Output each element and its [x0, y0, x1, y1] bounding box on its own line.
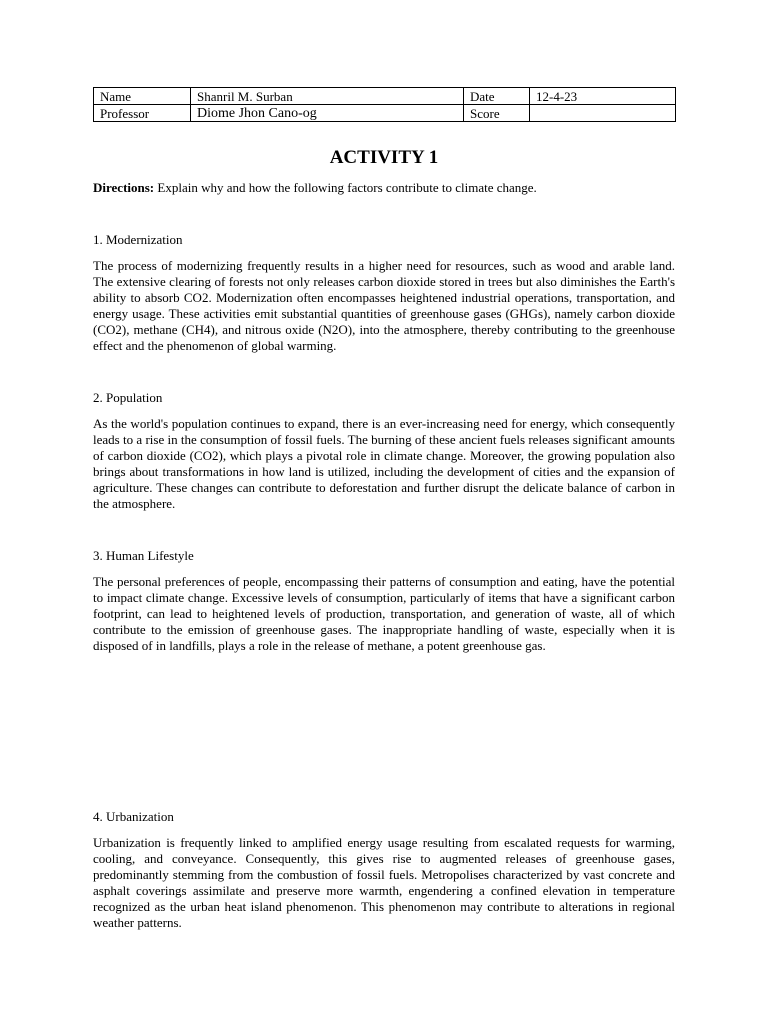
- section-text-human-lifestyle: The personal preferences of people, encompassing their patterns of consumption and eating, have the potential to impact climate change. Excessive levels of consumption, particularly of items that have a significant carbon footprint, can lead to heightened levels of production, transportation, and generation of waste, all of which contribute to the emission of greenhouse gases. The inappropriate handling of waste, especially when it is disposed of in landfills, plays a role in the release of methane, a potent greenhouse gas.: [93, 574, 675, 653]
- date-value: 12-4-23: [530, 88, 676, 105]
- professor-value: Diome Jhon Cano-og: [191, 105, 464, 122]
- name-value: Shanril M. Surban: [191, 88, 464, 105]
- name-label: Name: [94, 88, 191, 105]
- section-heading-modernization: 1. Modernization: [93, 232, 183, 247]
- section-heading-human-lifestyle: 3. Human Lifestyle: [93, 548, 194, 563]
- section-text-urbanization: Urbanization is frequently linked to amplified energy usage resulting from escalated requests for warming, cooling, and conveyance. Consequently, this gives rise to augmented releases of greenhouse gases, predominantly stemming from the combustion of fossil fuels. Metropolises characterized by vast concrete and asphalt coverings assimilate and preserve more warmth, engendering a confined elevation in temperature recognized as the urban heat island phenomenon. This phenomenon may contribute to alterations in regional weather patterns.: [93, 835, 675, 930]
- directions-label: Directions:: [93, 180, 155, 195]
- professor-label: Professor: [94, 105, 191, 122]
- info-row-professor-score: [94, 105, 676, 122]
- section-text-modernization: The process of modernizing frequently results in a higher need for resources, such as wood and arable land. The extensive clearing of forests not only releases carbon dioxide stored in trees but also diminishes the Earth's ability to absorb CO2. Modernization often encompasses heightened industrial operations, transportation, and energy usage. These activities emit substantial quantities of greenhouse gases (GHGs), namely carbon dioxide (CO2), methane (CH4), and nitrous oxide (N2O), into the atmosphere, thereby contributing to the greenhouse effect and the phenomenon of global warming.: [93, 258, 675, 353]
- section-text-population: As the world's population continues to expand, there is an ever-increasing need for energy, which consequently leads to a rise in the consumption of fossil fuels. The burning of these ancient fuels releases significant amounts of carbon dioxide (CO2), which plays a pivotal role in climate change. Moreover, the growing population also brings about transformations in how land is utilized, including the development of cities and the expansion of agriculture. These changes can contribute to deforestation and further disrupt the delicate balance of carbon in the atmosphere.: [93, 416, 675, 511]
- directions-text: Explain why and how the following factors contribute to climate change.: [154, 180, 537, 195]
- info-row-name-date: [94, 88, 676, 105]
- score-label: Score: [464, 105, 530, 122]
- directions: [93, 180, 675, 196]
- section-heading-population: 2. Population: [93, 390, 163, 405]
- date-label: Date: [464, 88, 530, 105]
- page-title: ACTIVITY 1: [329, 147, 439, 168]
- section-heading-urbanization: 4. Urbanization: [93, 809, 174, 824]
- score-value: [530, 105, 676, 122]
- student-info-table: [93, 87, 676, 122]
